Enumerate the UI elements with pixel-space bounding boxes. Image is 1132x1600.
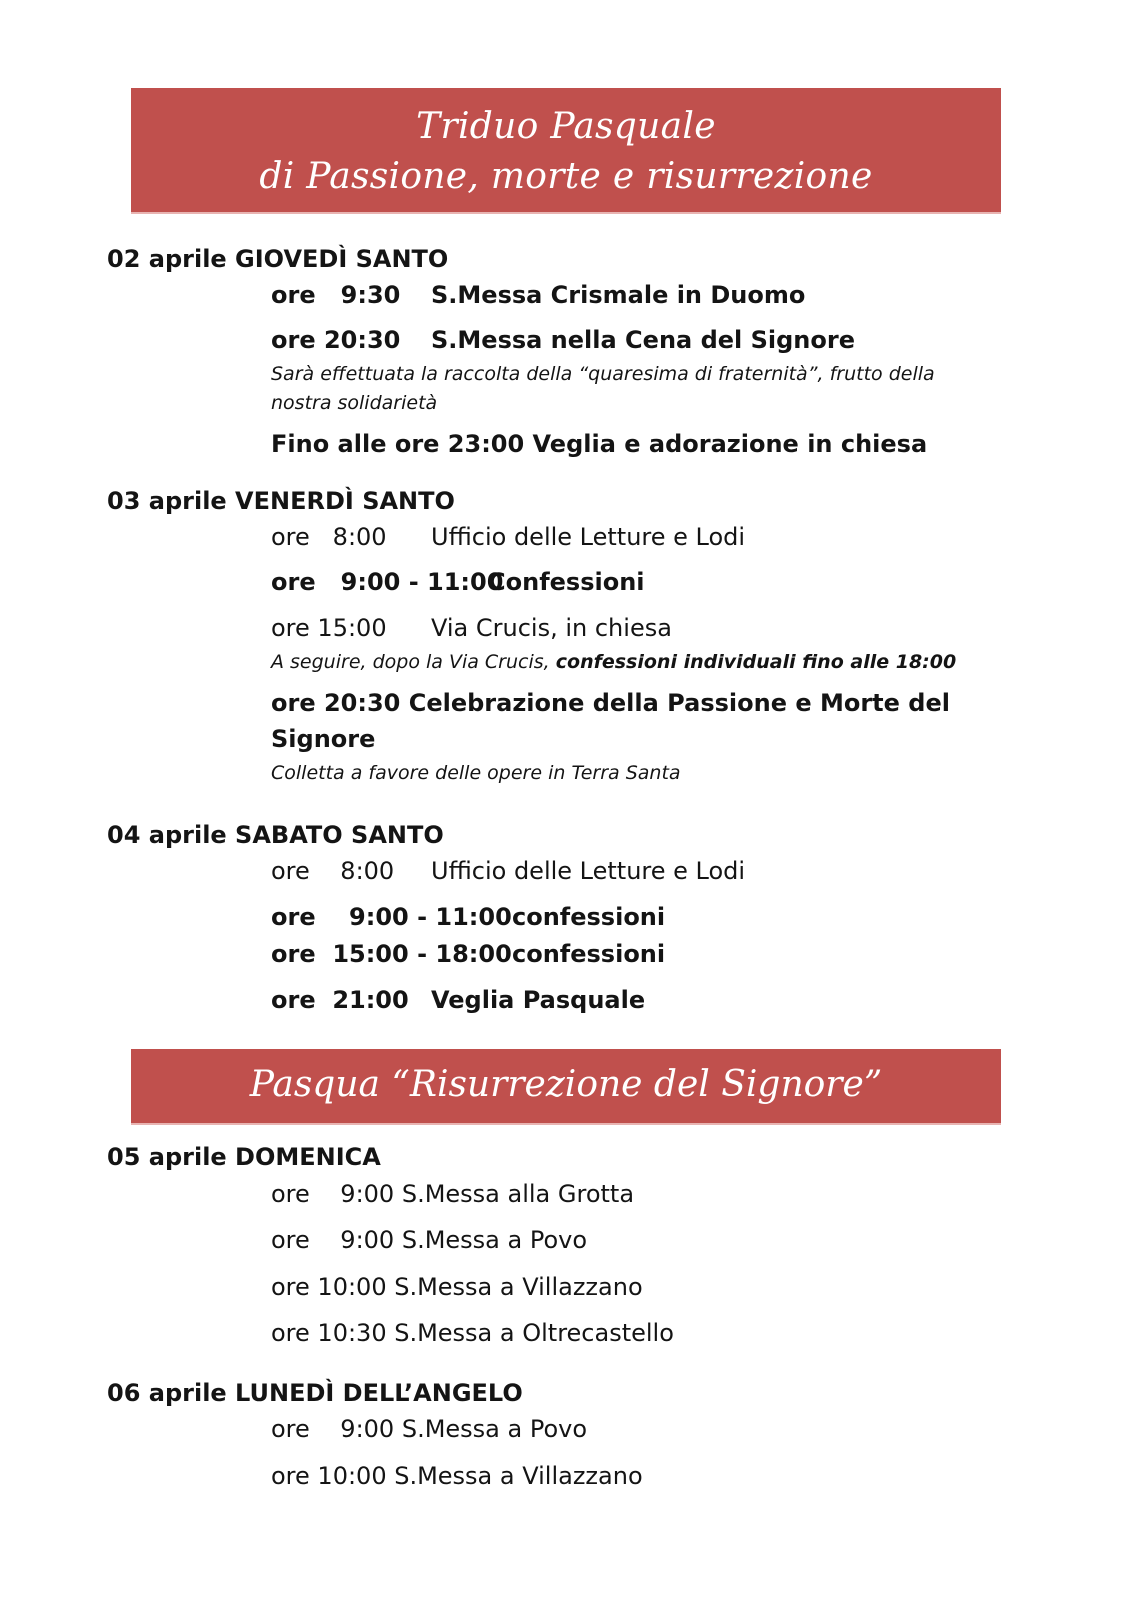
event-desc: confessioni [512, 903, 666, 931]
pasqua-banner [131, 1049, 1001, 1125]
event-time: ore 15:00 - 18:00 [271, 940, 512, 968]
day-heading-venerdi: 03 aprile VENERDÌ SANTO [107, 487, 455, 515]
event-venerdi-passione-line-2: Signore [271, 725, 376, 753]
pasqua-title: Pasqua “Risurrezione del Signore” [249, 1064, 883, 1105]
list-item: ore 10:00 S.Messa a Villazzano [271, 1273, 643, 1301]
event-time: ore 9:00 - 11:00 [271, 903, 512, 931]
event-desc: confessioni [512, 940, 666, 968]
event-time: ore 8:00 [271, 523, 387, 551]
list-item: ore 10:30 S.Messa a Oltrecastello [271, 1319, 674, 1347]
event-venerdi-passione-line-1: ore 20:30 Celebrazione della Passione e Morte del [271, 689, 950, 717]
event-desc: Confessioni [488, 568, 645, 596]
event-time: ore 21:00 [271, 986, 409, 1014]
event-time: ore 15:00 [271, 614, 387, 642]
note-quaresima-line-1: Sarà effettuata la raccolta della “quaresima di fraternità”, frutto della [271, 363, 935, 385]
event-desc: Via Crucis, in chiesa [431, 614, 672, 642]
day-heading-lunedi: 06 aprile LUNEDÌ DELL’ANGELO [107, 1379, 523, 1407]
note-quaresima-line-2: nostra solidarietà [271, 392, 438, 414]
note-bold: confessioni individuali fino alle 18:00 [555, 651, 957, 673]
event-desc: S.Messa Crismale in Duomo [431, 281, 806, 309]
event-time: ore 9:00 - 11:00 [271, 568, 504, 596]
event-time: ore 20:30 [271, 326, 401, 354]
event-desc: Ufficio delle Letture e Lodi [431, 523, 746, 551]
event-time: ore 8:00 [271, 857, 395, 885]
note-plain: A seguire, dopo la Via Crucis, [271, 651, 556, 673]
event-desc: Ufficio delle Letture e Lodi [431, 857, 746, 885]
title-line-2: di Passione, morte e risurrezione [259, 156, 873, 197]
note-terra-santa: Colletta a favore delle opere in Terra Santa [271, 762, 681, 784]
event-desc: S.Messa nella Cena del Signore [431, 326, 855, 354]
list-item: ore 9:00 S.Messa alla Grotta [271, 1180, 635, 1208]
event-desc: Veglia Pasquale [431, 986, 646, 1014]
day-heading-sabato: 04 aprile SABATO SANTO [107, 821, 444, 849]
day-heading-giovedi: 02 aprile GIOVEDÌ SANTO [107, 245, 449, 273]
event-time: ore 9:30 [271, 281, 401, 309]
list-item: ore 9:00 S.Messa a Povo [271, 1226, 588, 1254]
title-line-1: Triduo Pasquale [416, 106, 716, 147]
list-item: ore 9:00 S.Messa a Povo [271, 1415, 588, 1443]
title-banner [131, 88, 1001, 214]
day-heading-domenica: 05 aprile DOMENICA [107, 1143, 381, 1171]
event-giovedi-veglia: Fino alle ore 23:00 Veglia e adorazione in chiesa [271, 430, 928, 458]
note-via-crucis [271, 648, 956, 676]
list-item: ore 10:00 S.Messa a Villazzano [271, 1462, 643, 1490]
